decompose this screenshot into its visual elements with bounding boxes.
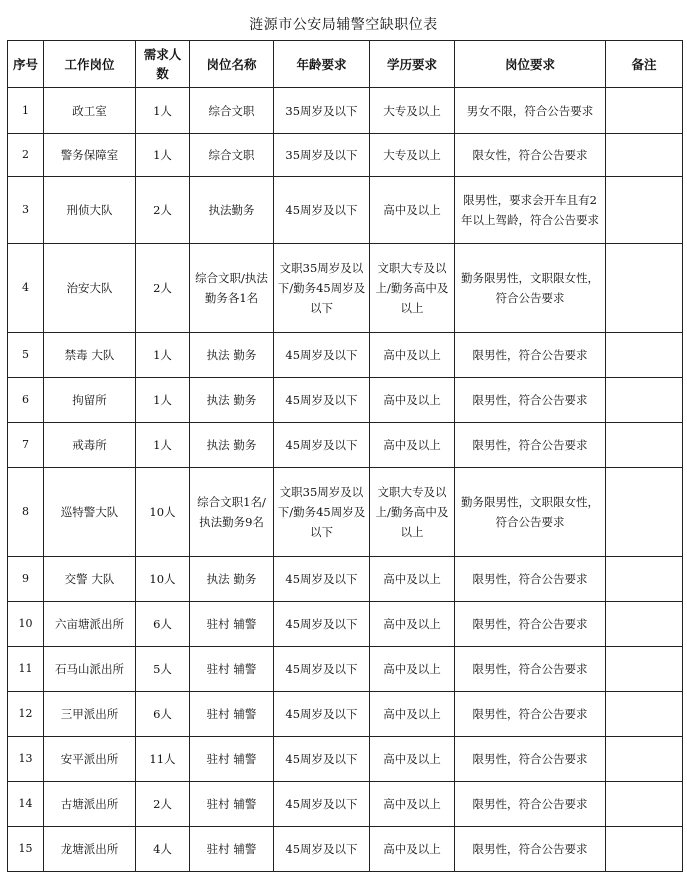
cell-req: 限男性，符合公告要求 bbox=[455, 602, 606, 647]
cell-no: 4 bbox=[8, 244, 44, 333]
cell-req: 男女不限，符合公告要求 bbox=[455, 88, 606, 134]
cell-no: 7 bbox=[8, 423, 44, 468]
cell-note bbox=[606, 827, 683, 872]
cell-no: 2 bbox=[8, 134, 44, 177]
cell-edu: 文职大专及以上/勤务高中及以上 bbox=[370, 468, 455, 557]
table-row bbox=[8, 602, 683, 647]
table-row bbox=[8, 647, 683, 692]
cell-count: 1人 bbox=[136, 134, 190, 177]
cell-edu: 高中及以上 bbox=[370, 423, 455, 468]
cell-note bbox=[606, 557, 683, 602]
header-note: 备注 bbox=[606, 41, 683, 88]
cell-req: 限男性，符合公告要求 bbox=[455, 378, 606, 423]
cell-edu: 高中及以上 bbox=[370, 782, 455, 827]
table-row bbox=[8, 782, 683, 827]
cell-no: 14 bbox=[8, 782, 44, 827]
header-unit: 工作岗位 bbox=[44, 41, 136, 88]
cell-no: 6 bbox=[8, 378, 44, 423]
cell-age: 45周岁及以下 bbox=[274, 177, 370, 244]
cell-unit: 戒毒所 bbox=[44, 423, 136, 468]
cell-note bbox=[606, 782, 683, 827]
cell-no: 9 bbox=[8, 557, 44, 602]
cell-unit: 政工室 bbox=[44, 88, 136, 134]
cell-edu: 高中及以上 bbox=[370, 647, 455, 692]
cell-edu: 高中及以上 bbox=[370, 557, 455, 602]
table-row bbox=[8, 423, 683, 468]
cell-req: 限男性，符合公告要求 bbox=[455, 827, 606, 872]
cell-post: 驻村 辅警 bbox=[190, 782, 274, 827]
cell-edu: 高中及以上 bbox=[370, 692, 455, 737]
cell-age: 45周岁及以下 bbox=[274, 423, 370, 468]
cell-post: 驻村 辅警 bbox=[190, 647, 274, 692]
cell-post: 驻村 辅警 bbox=[190, 602, 274, 647]
cell-count: 6人 bbox=[136, 602, 190, 647]
cell-post: 执法 勤务 bbox=[190, 423, 274, 468]
cell-count: 2人 bbox=[136, 177, 190, 244]
cell-count: 1人 bbox=[136, 378, 190, 423]
cell-unit: 拘留所 bbox=[44, 378, 136, 423]
table-body bbox=[8, 88, 683, 872]
cell-note bbox=[606, 177, 683, 244]
cell-age: 45周岁及以下 bbox=[274, 378, 370, 423]
cell-post: 综合文职 bbox=[190, 88, 274, 134]
cell-note bbox=[606, 134, 683, 177]
cell-req: 勤务限男性，文职限女性，符合公告要求 bbox=[455, 468, 606, 557]
cell-count: 10人 bbox=[136, 557, 190, 602]
cell-post: 驻村 辅警 bbox=[190, 692, 274, 737]
cell-unit: 警务保障室 bbox=[44, 134, 136, 177]
cell-post: 执法 勤务 bbox=[190, 557, 274, 602]
document-title: 涟源市公安局辅警空缺职位表 bbox=[249, 17, 438, 33]
cell-unit: 禁毒 大队 bbox=[44, 333, 136, 378]
cell-post: 执法 勤务 bbox=[190, 333, 274, 378]
cell-post: 驻村 辅警 bbox=[190, 827, 274, 872]
cell-no: 15 bbox=[8, 827, 44, 872]
table-row bbox=[8, 378, 683, 423]
cell-age: 文职35周岁及以下/勤务45周岁及以下 bbox=[274, 468, 370, 557]
cell-note bbox=[606, 333, 683, 378]
cell-count: 1人 bbox=[136, 333, 190, 378]
cell-edu: 高中及以上 bbox=[370, 602, 455, 647]
cell-count: 5人 bbox=[136, 647, 190, 692]
cell-age: 45周岁及以下 bbox=[274, 692, 370, 737]
cell-age: 45周岁及以下 bbox=[274, 782, 370, 827]
header-edu: 学历要求 bbox=[370, 41, 455, 88]
cell-age: 45周岁及以下 bbox=[274, 333, 370, 378]
cell-age: 35周岁及以下 bbox=[274, 134, 370, 177]
table-row bbox=[8, 134, 683, 177]
cell-edu: 文职大专及以上/勤务高中及以上 bbox=[370, 244, 455, 333]
cell-req: 限男性，符合公告要求 bbox=[455, 557, 606, 602]
cell-no: 11 bbox=[8, 647, 44, 692]
cell-no: 3 bbox=[8, 177, 44, 244]
cell-no: 12 bbox=[8, 692, 44, 737]
cell-count: 6人 bbox=[136, 692, 190, 737]
cell-unit: 巡特警大队 bbox=[44, 468, 136, 557]
cell-unit: 三甲派出所 bbox=[44, 692, 136, 737]
cell-edu: 高中及以上 bbox=[370, 333, 455, 378]
header-age: 年龄要求 bbox=[274, 41, 370, 88]
cell-age: 45周岁及以下 bbox=[274, 737, 370, 782]
cell-unit: 安平派出所 bbox=[44, 737, 136, 782]
cell-req: 限男性，要求会开车且有2年以上驾龄，符合公告要求 bbox=[455, 177, 606, 244]
cell-age: 35周岁及以下 bbox=[274, 88, 370, 134]
cell-edu: 高中及以上 bbox=[370, 177, 455, 244]
cell-note bbox=[606, 647, 683, 692]
cell-count: 1人 bbox=[136, 423, 190, 468]
cell-age: 文职35周岁及以下/勤务45周岁及以下 bbox=[274, 244, 370, 333]
cell-no: 1 bbox=[8, 88, 44, 134]
table-row bbox=[8, 827, 683, 872]
cell-unit: 六亩塘派出所 bbox=[44, 602, 136, 647]
cell-post: 综合文职/执法勤务各1名 bbox=[190, 244, 274, 333]
cell-unit: 交警 大队 bbox=[44, 557, 136, 602]
cell-req: 勤务限男性，文职限女性，符合公告要求 bbox=[455, 244, 606, 333]
cell-age: 45周岁及以下 bbox=[274, 602, 370, 647]
table-header-row bbox=[8, 41, 683, 88]
cell-edu: 大专及以上 bbox=[370, 88, 455, 134]
vacancy-table bbox=[7, 40, 683, 872]
table-row bbox=[8, 557, 683, 602]
cell-count: 2人 bbox=[136, 244, 190, 333]
cell-count: 1人 bbox=[136, 88, 190, 134]
cell-unit: 刑侦大队 bbox=[44, 177, 136, 244]
cell-req: 限男性，符合公告要求 bbox=[455, 737, 606, 782]
cell-note bbox=[606, 468, 683, 557]
table-row bbox=[8, 692, 683, 737]
cell-count: 4人 bbox=[136, 827, 190, 872]
header-post: 岗位名称 bbox=[190, 41, 274, 88]
cell-note bbox=[606, 692, 683, 737]
cell-req: 限女性，符合公告要求 bbox=[455, 134, 606, 177]
cell-req: 限男性，符合公告要求 bbox=[455, 333, 606, 378]
cell-note bbox=[606, 602, 683, 647]
cell-post: 执法勤务 bbox=[190, 177, 274, 244]
cell-note bbox=[606, 244, 683, 333]
cell-note bbox=[606, 88, 683, 134]
cell-no: 13 bbox=[8, 737, 44, 782]
table-row bbox=[8, 177, 683, 244]
table-row bbox=[8, 88, 683, 134]
cell-post: 执法 勤务 bbox=[190, 378, 274, 423]
cell-count: 2人 bbox=[136, 782, 190, 827]
cell-no: 5 bbox=[8, 333, 44, 378]
cell-unit: 石马山派出所 bbox=[44, 647, 136, 692]
cell-no: 10 bbox=[8, 602, 44, 647]
cell-count: 11人 bbox=[136, 737, 190, 782]
cell-no: 8 bbox=[8, 468, 44, 557]
header-no: 序号 bbox=[8, 41, 44, 88]
cell-edu: 高中及以上 bbox=[370, 378, 455, 423]
cell-age: 45周岁及以下 bbox=[274, 647, 370, 692]
cell-edu: 高中及以上 bbox=[370, 827, 455, 872]
table-row bbox=[8, 468, 683, 557]
cell-age: 45周岁及以下 bbox=[274, 827, 370, 872]
header-req: 岗位要求 bbox=[455, 41, 606, 88]
cell-edu: 大专及以上 bbox=[370, 134, 455, 177]
cell-count: 10人 bbox=[136, 468, 190, 557]
table-row bbox=[8, 244, 683, 333]
cell-req: 限男性，符合公告要求 bbox=[455, 692, 606, 737]
header-count: 需求人数 bbox=[136, 41, 190, 88]
cell-req: 限男性，符合公告要求 bbox=[455, 782, 606, 827]
table-row bbox=[8, 333, 683, 378]
cell-req: 限男性，符合公告要求 bbox=[455, 423, 606, 468]
table-row bbox=[8, 737, 683, 782]
cell-edu: 高中及以上 bbox=[370, 737, 455, 782]
cell-age: 45周岁及以下 bbox=[274, 557, 370, 602]
cell-post: 驻村 辅警 bbox=[190, 737, 274, 782]
cell-unit: 古塘派出所 bbox=[44, 782, 136, 827]
cell-note bbox=[606, 737, 683, 782]
cell-unit: 治安大队 bbox=[44, 244, 136, 333]
cell-req: 限男性，符合公告要求 bbox=[455, 647, 606, 692]
cell-note bbox=[606, 423, 683, 468]
cell-note bbox=[606, 378, 683, 423]
cell-post: 综合文职1名/执法勤务9名 bbox=[190, 468, 274, 557]
cell-post: 综合文职 bbox=[190, 134, 274, 177]
cell-unit: 龙塘派出所 bbox=[44, 827, 136, 872]
